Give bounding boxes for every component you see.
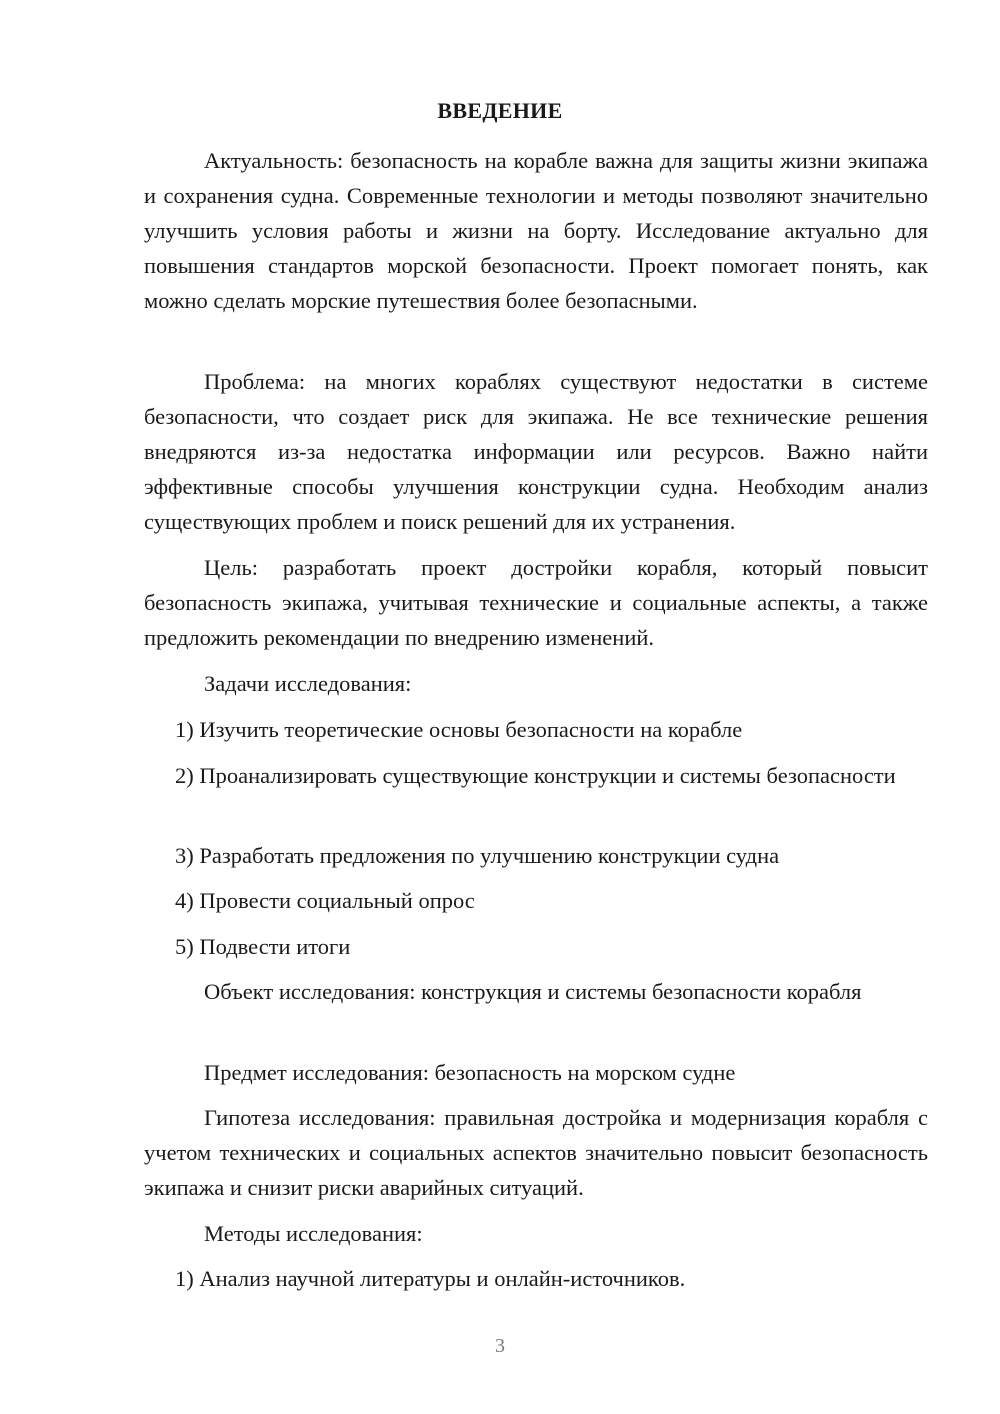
methods-heading: Методы исследования: — [204, 1221, 423, 1246]
paragraph-subject: Предмет исследования: безопасность на морском судне — [204, 1060, 736, 1085]
page-title: ВВЕДЕНИЕ — [437, 98, 563, 123]
paragraph-hypothesis: Гипотеза исследования: правильная достройка и модернизация корабля с учетом технических и социальных аспектов значительно повысит безопасность экипажа и снизит риски аварийных ситуаций. — [144, 1105, 928, 1200]
task-item: 1) Изучить теоретические основы безопасности на корабле — [175, 717, 743, 742]
paragraph-problem: Проблема: на многих кораблях существуют недостатки в системе безопасности, что создает риск для экипажа. Не все технические решения внедряются из-за недостатка информации или ресурсов. Важно найти эффективные способы улучшения конструкции судна. Необходим анализ существующих проблем и поиск решений для их устранения. — [144, 369, 928, 534]
method-item: 1) Анализ научной литературы и онлайн-источников. — [175, 1266, 686, 1291]
paragraph-relevance: Актуальность: безопасность на корабле важна для защиты жизни экипажа и сохранения судна. Современные технологии и методы позволяют значительно улучшить условия работы и жизни на борту. Исследование актуально для повышения стандартов морской безопасности. Проект помогает понять, как можно сделать морские путешествия более безопасными. — [144, 148, 928, 313]
task-item: 3) Разработать предложения по улучшению конструкции судна — [175, 843, 780, 868]
page-number: 3 — [495, 1335, 505, 1357]
tasks-heading: Задачи исследования: — [204, 671, 412, 696]
task-item: 4) Провести социальный опрос — [175, 888, 475, 913]
task-item: 5) Подвести итоги — [175, 934, 351, 959]
paragraph-goal: Цель: разработать проект достройки корабля, который повысит безопасность экипажа, учитывая технические и социальные аспекты, а также предложить рекомендации по внедрению изменений. — [144, 555, 928, 650]
paragraph-object: Объект исследования: конструкция и системы безопасности корабля — [204, 979, 862, 1004]
task-item: 2) Проанализировать существующие конструкции и системы безопасности — [175, 763, 896, 788]
